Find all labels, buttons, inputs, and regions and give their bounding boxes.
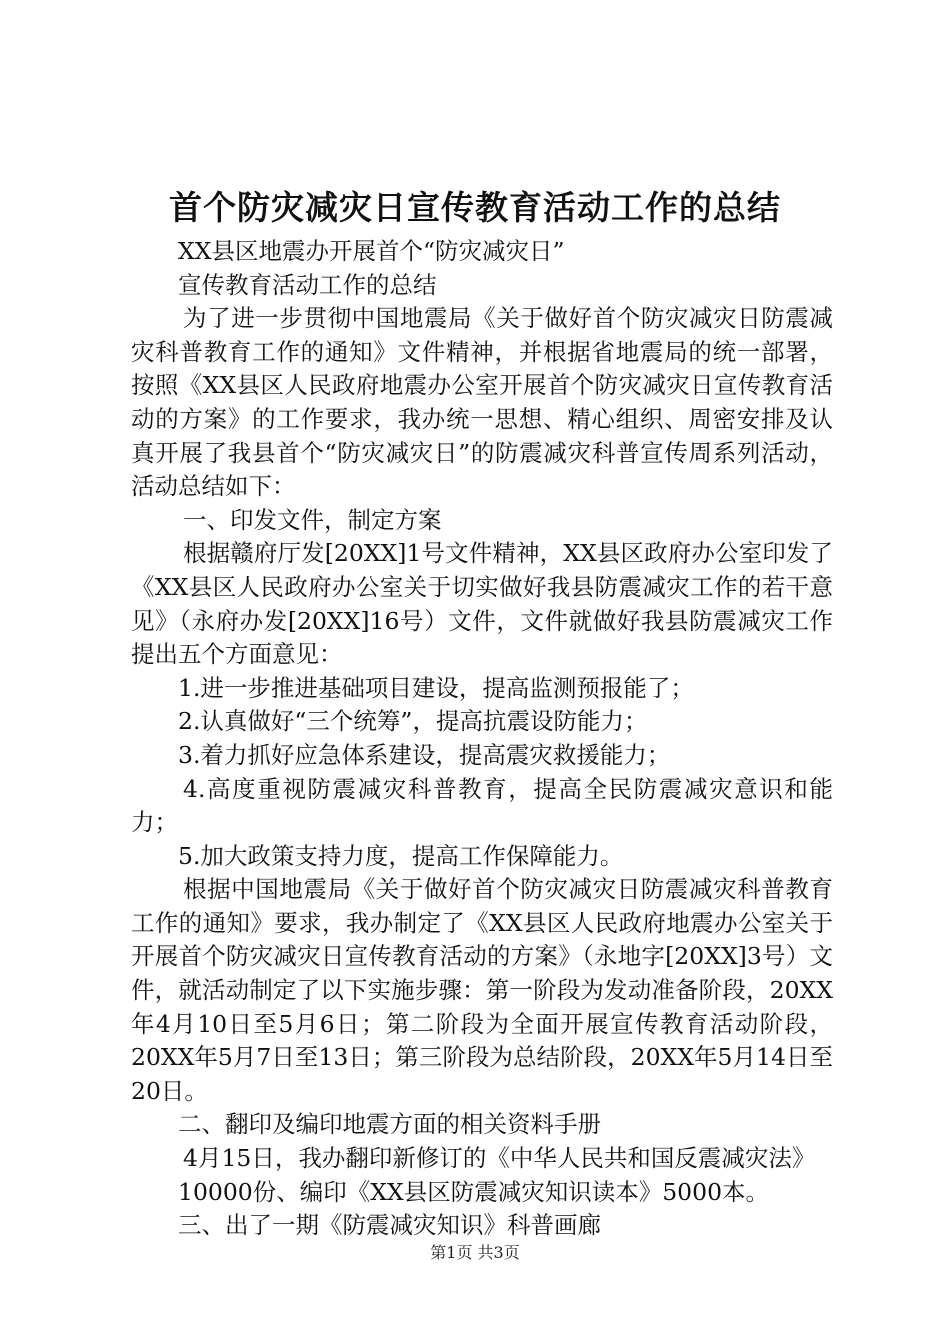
document-body	[131, 235, 833, 1243]
list-item-3: 3.着力抓好应急体系建设，提高震灾救援能力；	[178, 740, 671, 769]
plan-paragraph: 根据中国地震局《关于做好首个防灾减灾日防震减灾科普教育工作的通知》要求，我办制定了《XX县区人民政府地震办公室关于开展首个防灾减灾日宣传教育活动的方案》（永地字[20XX]3号）文件，就活动制定了以下实施步骤：第一阶段为发动准备阶段，20XX年4月10日至5月6日；第二阶段为全面开展宣传教育活动阶段，20XX年5月7日至13日；第三阶段为总结阶段，20XX年5月14日至20日。	[131, 875, 833, 1105]
list-item-4: 4.高度重视防震减灾科普教育，提高全民防震减灾意识和能力；	[131, 774, 833, 837]
section-1-paragraph: 根据赣府厅发[20XX]1号文件精神，XX县区政府办公室印发了《XX县区人民政府办公室关于切实做好我县防震减灾工作的若干意见》（永府办发[20XX]16号）文件，文件就做好我县防震减灾工作提出五个方面意见：	[131, 539, 833, 669]
subtitle-line-1: XX县区地震办开展首个“防灾减灾日”	[178, 237, 565, 265]
section-heading-1: 一、印发文件，制定方案	[183, 505, 442, 534]
section-heading-2: 二、翻印及编印地震方面的相关资料手册	[178, 1110, 601, 1139]
intro-paragraph: 为了进一步贯彻中国地震局《关于做好首个防灾减灾日防震减灾科普教育工作的通知》文件精神，并根据省地震局的统一部署，按照《XX县区人民政府地震办公室开展首个防灾减灾日宣传教育活动的方案》的工作要求，我办统一思想、精心组织、周密安排及认真开展了我县首个“防灾减灾日”的防震减灾科普宣传周系列活动，活动总结如下：	[131, 304, 833, 501]
section-heading-3: 三、出了一期《防震减灾知识》科普画廊	[178, 1211, 601, 1240]
list-item-1: 1.进一步推进基础项目建设，提高监测预报能了；	[178, 673, 694, 702]
list-item-5: 5.加大政策支持力度，提高工作保障能力。	[178, 841, 624, 870]
subtitle-line-2: 宣传教育活动工作的总结	[178, 270, 437, 299]
list-item-2: 2.认真做好“三个统筹”，提高抗震设防能力；	[178, 707, 648, 736]
page-number: 第1页 共3页	[430, 1243, 520, 1262]
print-count-paragraph: 10000份、编印《XX县区防震减灾知识读本》5000本。	[178, 1177, 770, 1206]
document-title: 首个防灾减灾日宣传教育活动工作的总结	[169, 188, 781, 227]
reprint-paragraph: 4月15日，我办翻印新修订的《中华人民共和国反震减灾法》	[183, 1144, 816, 1173]
